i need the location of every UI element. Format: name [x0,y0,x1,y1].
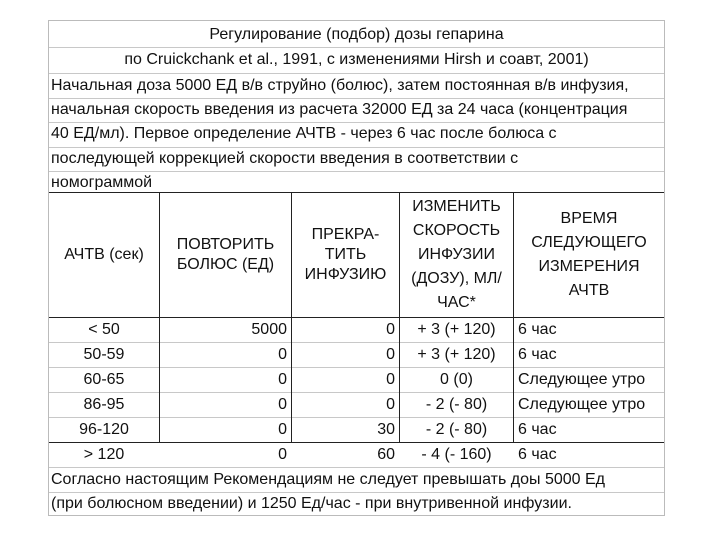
intro-line-1: Начальная доза 5000 ЕД в/в струйно (болюс), затем постоянная в/в инфузия, [51,77,629,94]
table-cell-aptt: 50-59 [83,346,125,363]
footer-line-1: Согласно настоящим Рекомендациям не следует превышать доы 5000 Ед [51,471,606,488]
table-cell-next: Следующее утро [518,396,646,413]
table-cell-stop: 0 [386,346,395,363]
table-cell-change: + 3 (+ 120) [417,321,496,338]
title-line-1: Регулирование (подбор) дозы гепарина [209,26,504,43]
table-cell-bolus: 0 [278,421,287,438]
header-aptt: АЧТВ (сек) [64,246,144,263]
header-next: ВРЕМЯ СЛЕДУЮЩЕГО ИЗМЕРЕНИЯ АЧТВ [531,210,647,299]
intro-line-4: последующей коррекцией скорости введения в соответствии с [51,150,519,167]
table-cell-bolus: 0 [278,371,287,388]
header-bolus: ПОВТОРИТЬ БОЛЮС (ЕД) [176,236,275,273]
table-cell-next: Следующее утро [518,371,646,388]
heparin-dosing-sheet [48,20,665,516]
table-cell-next: 6 час [518,346,557,363]
table-cell-bolus: 0 [278,446,287,463]
table-cell-aptt: 86-95 [83,396,125,413]
table-cell-aptt: 60-65 [83,371,125,388]
table-cell-stop: 30 [377,421,395,438]
table-cell-next: 6 час [518,421,557,438]
table-cell-bolus: 0 [278,396,287,413]
table-cell-change: - 2 (- 80) [425,421,488,438]
table-cell-stop: 60 [377,446,395,463]
table-cell-aptt: 96-120 [79,421,129,438]
table-cell-change: 0 (0) [440,371,473,388]
title-line-2: по Cruickchank et al., 1991, с изменениями Hirsh и соавт, 2001) [124,51,589,68]
header-change: ИЗМЕНИТЬ СКОРОСТЬ ИНФУЗИИ (ДОЗУ), МЛ/ЧАС* [411,198,502,311]
intro-line-3: 40 ЕД/мл). Первое определение АЧТВ - через 6 час после болюса с [51,125,557,142]
table-cell-aptt: > 120 [83,446,125,463]
table-cell-aptt: < 50 [88,321,120,338]
table-cell-change: + 3 (+ 120) [417,346,496,363]
header-stop: ПРЕКРА-ТИТЬ ИНФУЗИЮ [304,226,387,283]
intro-line-5: номограммой [51,174,153,190]
table-cell-change: - 2 (- 80) [425,396,488,413]
table-cell-stop: 0 [386,371,395,388]
table-cell-next: 6 час [518,321,557,338]
intro-line-2: начальная скорость введения из расчета 32000 ЕД за 24 часа (концентрация [51,101,628,118]
table-cell-next: 6 час [518,446,557,463]
table-cell-bolus: 5000 [251,321,287,338]
footer-line-2: (при болюсном введении) и 1250 Ед/час - при внутривенной инфузии. [51,495,572,512]
table-cell-change: - 4 (- 160) [421,446,492,463]
table-cell-stop: 0 [386,321,395,338]
table-cell-stop: 0 [386,396,395,413]
table-cell-bolus: 0 [278,346,287,363]
